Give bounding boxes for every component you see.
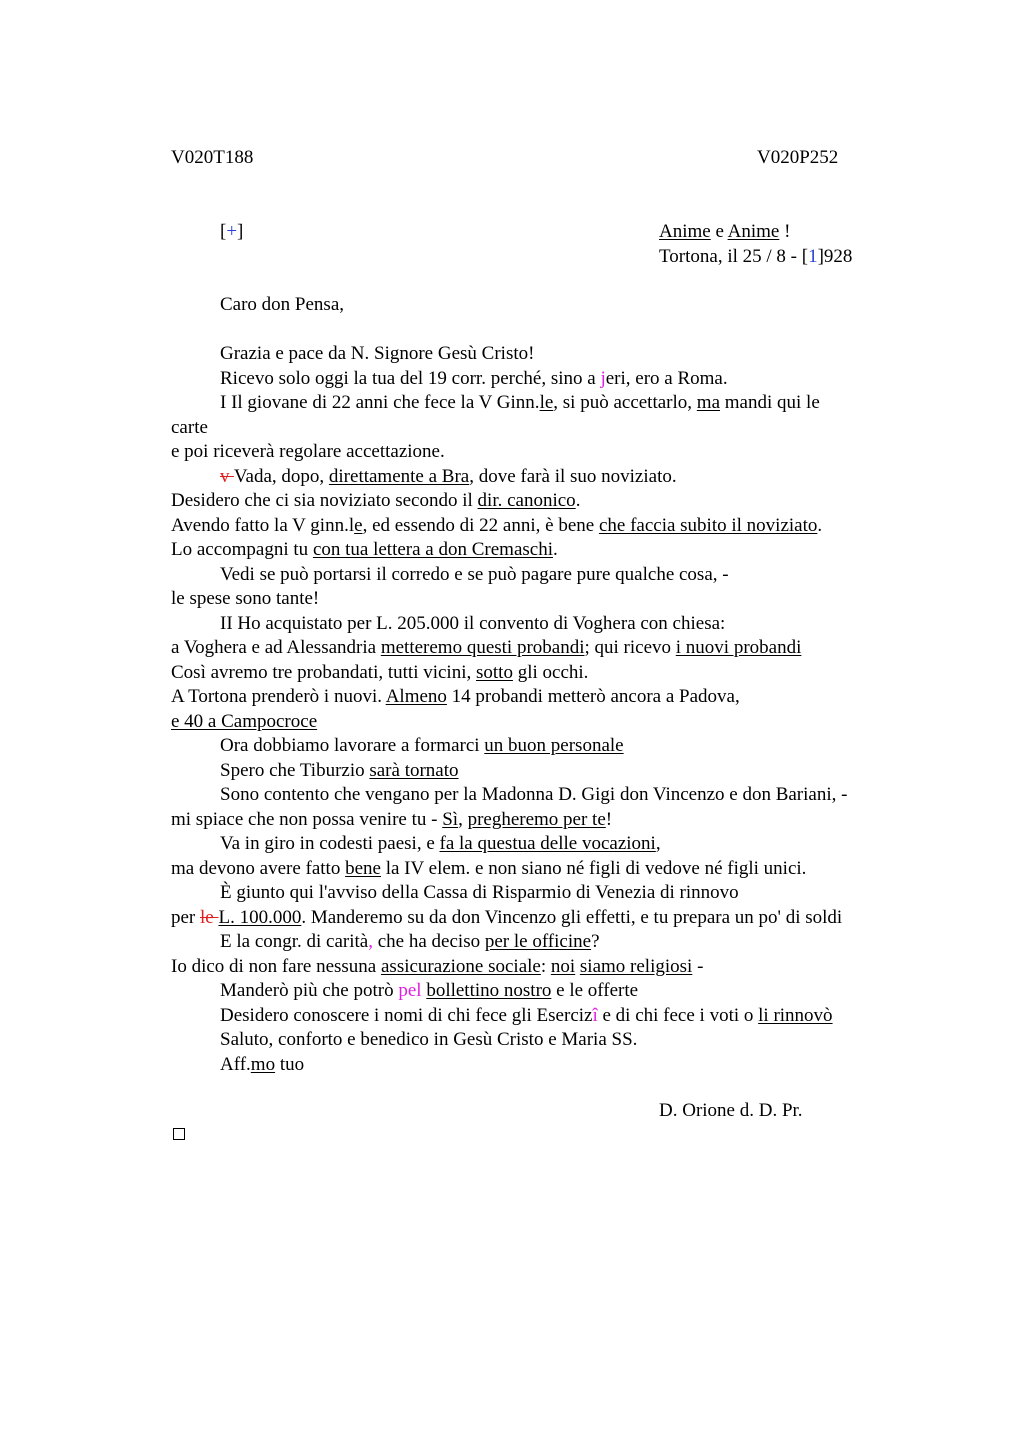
text-line: e 40 a Campocroce [171,710,318,732]
text-line: I Il giovane di 22 anni che fece la V Ginn.le, si può accettarlo, ma mandi qui le [220,392,820,413]
text-line: Così avremo tre probandati, tutti vicini, sotto gli occhi. [171,661,589,683]
right-code: V020P252 [757,147,839,168]
text-line: per le L. 100.000. Manderemo su da don Vincenzo gli effetti, e tu prepara un po' di soldi [171,906,843,928]
text-line: Ricevo solo oggi la tua del 19 corr. perché, sino a jeri, ero a Roma. [220,367,728,389]
dateline: Tortona, il 25 / 8 - [1]928 [659,246,853,267]
text-line: Sono contento che vengano per la Madonna D. Gigi don Vincenzo e don Bariani, - [220,784,848,805]
text-line: Vedi se può portarsi il corredo e se può pagare pure qualche cosa, - [220,563,729,585]
text-line: Spero che Tiburzio sarà tornato [220,759,459,781]
text-line: Aff.mo tuo [220,1053,305,1075]
text-line: v Vada, dopo, direttamente a Bra, dove farà il suo noviziato. [220,465,677,487]
text-line: Ora dobbiamo lavorare a formarci un buon personale [220,735,624,756]
salutation: Caro don Pensa, [220,294,345,315]
text-line: Desidero che ci sia noviziato secondo il dir. canonico. [171,490,581,511]
text-line: carte [171,416,208,438]
text-line: Lo accompagni tu con tua lettera a don Cremaschi. [171,539,558,560]
text-line: a Voghera e ad Alessandria metteremo questi probandi; qui ricevo i nuovi probandi [171,637,802,658]
text-line: Desidero conoscere i nomi di chi fece gli Esercizî e di chi fece i voti o li rinnovò [220,1004,833,1026]
text-line: e poi riceverà regolare accettazione. [171,441,445,462]
text-line: Va in giro in codesti paesi, e fa la questua delle vocazioni, [220,833,661,854]
left-code: V020T188 [171,147,254,168]
end-square-mark [173,1128,185,1140]
signature: D. Orione d. D. Pr. [659,1100,803,1121]
text-line: mi spiace che non possa venire tu - Sì, pregheremo per te! [171,808,613,830]
motto: Anime e Anime ! [659,221,791,242]
text-line: Avendo fatto la V ginn.le, ed essendo di 22 anni, è bene che faccia subito il noviziato. [171,514,823,536]
text-line: ma devono avere fatto bene la IV elem. e non siano né figli di vedove né figli unici. [171,857,807,879]
cross-symbol: + [226,221,238,242]
text-line: Manderò più che potrò pel bollettino nostro e le offerte [220,980,639,1001]
text-line: Saluto, conforto e benedico in Gesù Cristo e Maria SS. [220,1029,638,1050]
text-line: II Ho acquistato per L. 205.000 il convento di Voghera con chiesa: [220,612,726,634]
text-line: E la congr. di carità, che ha deciso per le officine? [220,931,600,952]
text-line: Grazia e pace da N. Signore Gesù Cristo! [220,343,535,364]
text-line: le spese sono tante! [171,588,320,609]
cross-mark: [+] [220,221,244,242]
text-line: È giunto qui l'avviso della Cassa di Risparmio di Venezia di rinnovo [220,882,739,903]
text-line: A Tortona prenderò i nuovi. Almeno 14 probandi metterò ancora a Padova, [171,686,740,707]
text-line: Io dico di non fare nessuna assicurazione sociale: noi siamo religiosi - [171,955,704,977]
letter-body [171,342,911,1077]
